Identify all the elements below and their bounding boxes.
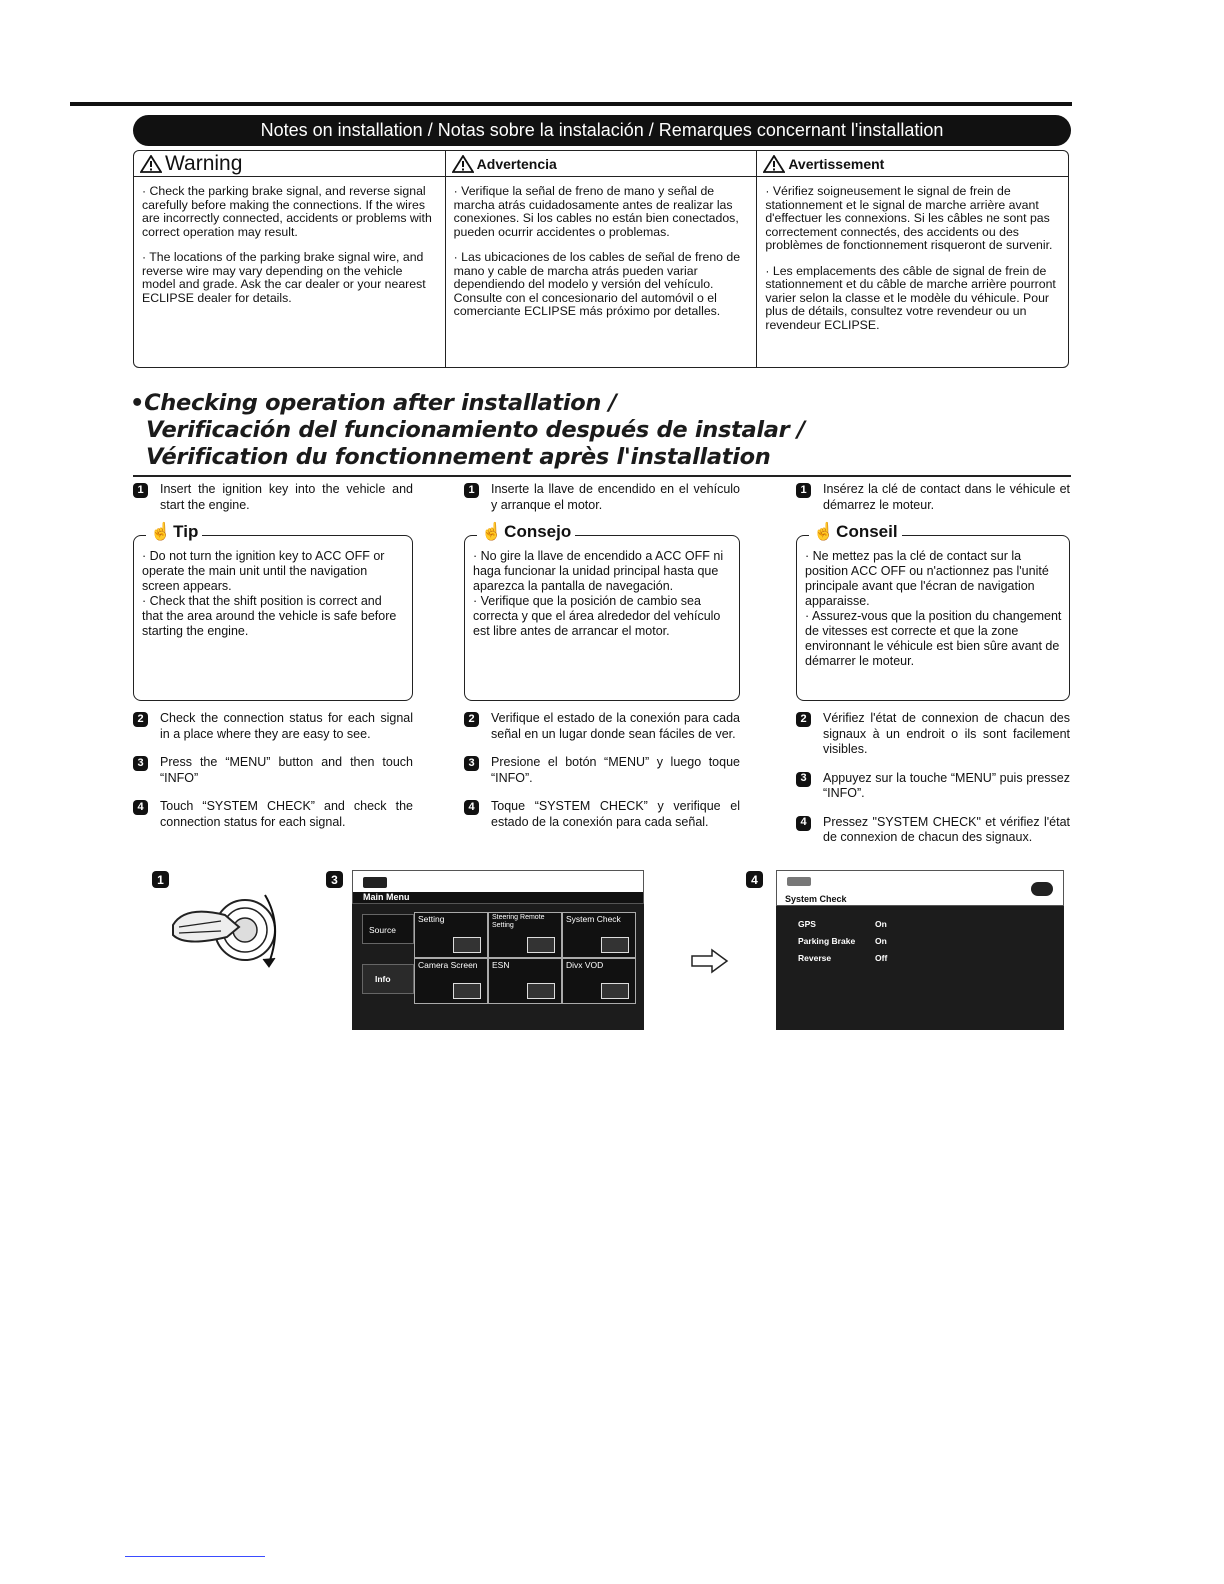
warning-triangle-icon [140,155,162,173]
setting-icon [453,937,481,953]
status-value: On [875,936,887,946]
step-2: 2 Verifique el estado de la conexión para cada señal en un lugar donde sean fáciles de ver. [464,711,740,742]
menu-icon [363,877,387,888]
lock-icon [527,983,555,999]
info-button[interactable]: Info [362,964,414,994]
instructions-column-fr [796,482,1070,859]
status-value: Off [875,953,888,963]
main-menu-header [352,870,644,904]
heading-line-en: •Checking operation after installation / [130,390,617,416]
step-1: 1 Insérez la clé de contact dans le véhicule et démarrez le moteur. [796,482,1070,513]
status-value: On [875,919,887,929]
step-4: 4 Touch “SYSTEM CHECK” and check the connection status for each signal. [133,799,413,830]
footer-rule [125,1556,265,1557]
tip-item: · Do not turn the ignition key to ACC OFF or operate the main unit until the navigation screen appears. [142,549,385,593]
warning-item: · The locations of the parking brake signal wire, and reverse wire may vary depending on the vehicle model and grade. Ask the car dealer or your nearest ECLIPSE dealer for details. [142,250,426,305]
status-label: Reverse [798,953,832,963]
car-icon [601,937,629,953]
step-4: 4 Toque “SYSTEM CHECK” y verifique el estado de la conexión para cada señal. [464,799,740,830]
heading-rule [133,475,1071,477]
warning-item: · Vérifiez soigneusement le signal de frein de stationnement et le signal de marche arrière avant d'effectuer les connexions. Si les câbles ne sont pas correctement connectés, des accidents ou des problèmes de fonctionnement risqueront de survenir. [765,184,1053,252]
status-labels [798,916,855,967]
step-2: 2 Vérifiez l'état de connexion de chacun des signaux à un endroit o ils sont facilement visibles. [796,711,1070,758]
system-check-header [776,870,1064,906]
system-check-screen [776,870,1064,1030]
back-button[interactable] [1031,882,1053,896]
warning-column-fr [757,151,1068,367]
tip-title: ☝ Conseil [809,524,902,539]
step-2: 2 Check the connection status for each signal in a place where they are easy to see. [133,711,413,742]
tip-box [133,522,413,701]
main-menu-title: Main Menu [353,892,643,903]
ignition-key-illustration [165,885,285,975]
pointing-hand-icon: ☝ [481,522,503,541]
step-1: 1 Insert the ignition key into the vehicle and start the engine. [133,482,413,513]
heading-line-fr: Vérification du fonctionnement après l'installation [146,444,771,470]
instructions-column-en [133,482,413,843]
divx-vod-tile[interactable]: Divx VOD [562,958,636,1004]
step-3: 3 Appuyez sur la touche “MENU” puis pressez “INFO”. [796,771,1070,802]
tip-item: · Ne mettez pas la clé de contact sur la position ACC OFF ou n'actionnez pas l'unité principale avant que l'écran de navigation apparaisse. [805,549,1049,608]
warning-item: · Verifique la señal de freno de mano y señal de marcha atrás cuidadosamente antes de realizar las conexiones. Si los cables no están bien conectados, pueden ocurrir accidentes o problemas. [453,184,739,239]
tip-item: · No gire la llave de encendido a ACC OFF ni haga funcionar la unidad principal hasta que aparezca la pantalla de navegación. [473,549,724,593]
figure-number-4: 4 [746,871,763,888]
status-values [875,916,887,967]
pointing-hand-icon: ☝ [150,522,172,541]
right-arrow-icon [690,948,730,974]
setting-tile[interactable]: Setting [414,912,488,958]
source-button[interactable]: Source [362,914,414,944]
warning-box [133,150,1069,368]
tip-title: ☝ Tip [146,524,202,539]
step-1: 1 Inserte la llave de encendido en el vehículo y arranque el motor. [464,482,740,513]
step-3: 3 Press the “MENU” button and then touch “INFO” [133,755,413,786]
steering-remote-setting-tile[interactable]: Steering Remote Setting [488,912,562,958]
tip-item: · Check that the shift position is correct and that the area around the vehicle is safe before starting the engine. [142,594,397,638]
warning-item: · Las ubicaciones de los cables de señal de freno de mano y cable de marcha atrás pueden variar dependiendo del modelo y versión del vehículo. Consulte con el concesionario del automóvil o el comerciante ECLIPSE más próximo por detalles. [453,250,741,318]
tip-item: · Assurez-vous que la position du changement de vitesses est correcte et que la zone environnant le véhicule est bien sûre avant de démarrer le moteur. [805,609,1062,668]
warning-header: Advertencia [446,151,757,177]
system-check-title: System Check [785,894,847,904]
installation-notes-banner: Notes on installation / Notas sobre la instalación / Remarques concernant l'installation [133,115,1071,146]
step-4: 4 Pressez "SYSTEM CHECK" et vérifiez l'état de connexion de chacun des signaux. [796,815,1070,846]
warning-header: Warning [134,151,445,177]
figure-number-3: 3 [326,871,343,888]
camera-screen-tile[interactable]: Camera Screen [414,958,488,1004]
warning-item: · Les emplacements des câble de signal de frein de stationnement et du câble de marche arrière pourront varier selon la classe et le modèle du véhicule. Pour plus de détails, consultez votre revendeur ou un revendeur ECLIPSE. [765,263,1056,332]
warning-column-en [134,151,446,367]
camera-icon [453,983,481,999]
disc-icon [601,983,629,999]
instructions-column-es [464,482,740,843]
tip-item: · Verifique que la posición de cambio sea correcta y que el área alrededor del vehículo est libre antes de arrancar el motor. [473,594,721,638]
warning-triangle-icon [763,155,785,173]
section-heading [130,390,830,471]
status-label: Parking Brake [798,936,856,946]
main-menu-screen [352,870,644,1030]
warning-item: · Check the parking brake signal, and reverse signal carefully before making the connections. If the wires are incorrectly connected, accidents or problems with correct operation may result. [142,184,432,239]
warning-header: Avertissement [757,151,1068,177]
steering-wheel-icon [527,937,555,953]
figure-number-1: 1 [152,871,169,888]
esn-tile[interactable]: ESN [488,958,562,1004]
pointing-hand-icon: ☝ [813,522,835,541]
heading-line-es: Verificación del funcionamiento después de instalar / [146,417,805,443]
tip-box [464,522,740,701]
warning-column-es [446,151,758,367]
top-rule [70,102,1072,106]
status-label: GPS [798,919,816,929]
warning-triangle-icon [452,155,474,173]
tip-box [796,522,1070,701]
tip-title: ☝ Consejo [477,524,575,539]
system-check-tile[interactable]: System Check [562,912,636,958]
step-3: 3 Presione el botón “MENU” y luego toque “INFO”. [464,755,740,786]
car-icon [787,877,811,886]
